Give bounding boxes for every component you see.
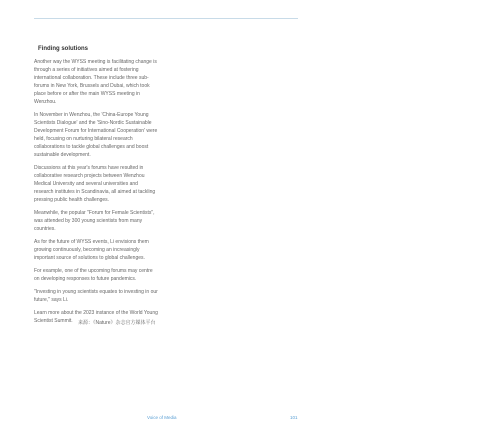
paragraph: "Investing in young scientists equates to investing in our future," says Li. <box>34 289 158 303</box>
paragraph: Discussions at this year's forums have resulted in collaborative research projects between Wenzhou Medical University and several universities and research institutes in Scandinavia, all aimed at tackling pressing public health challenges. <box>34 165 156 203</box>
source-line: 来源：《Nature》杂志官方媒体平台 <box>78 320 156 326</box>
paragraph: For example, one of the upcoming forums may centre on developing responses to future pandemics. <box>34 268 153 282</box>
top-rule <box>34 18 298 19</box>
paragraph: Another way the WYSS meeting is facilitating change is through a series of initiatives aimed at fostering international collaboration. These include three sub-forums in New York, Brussels and Dubai, which took place before or after the main WYSS meeting in Wenzhou. <box>34 59 157 105</box>
article-body <box>34 58 158 330</box>
footer-page-number: 101 <box>290 415 298 420</box>
section-heading: Finding solutions <box>38 46 88 52</box>
paragraph: In November in Wenzhou, the 'China-Europe Young Scientists Dialogue' and the 'Sino-Nordic Sustainable Development Forum for International Cooperation' were held, focusing on nurturing bilateral research collaborations to tackle global challenges and boost sustainable development. <box>34 112 158 158</box>
paragraph: Learn more about the 2023 instance of the World Young Scientist Summit. <box>34 310 158 324</box>
footer-publication: Voice of Media <box>147 415 177 420</box>
paragraph: Meanwhile, the popular "Forum for Female Scientists", was attended by 300 young scientists from many countries. <box>34 210 155 232</box>
paragraph: As for the future of WYSS events, Li envisions them growing continuously, becoming an increasingly important source of solutions to global challenges. <box>34 239 149 261</box>
